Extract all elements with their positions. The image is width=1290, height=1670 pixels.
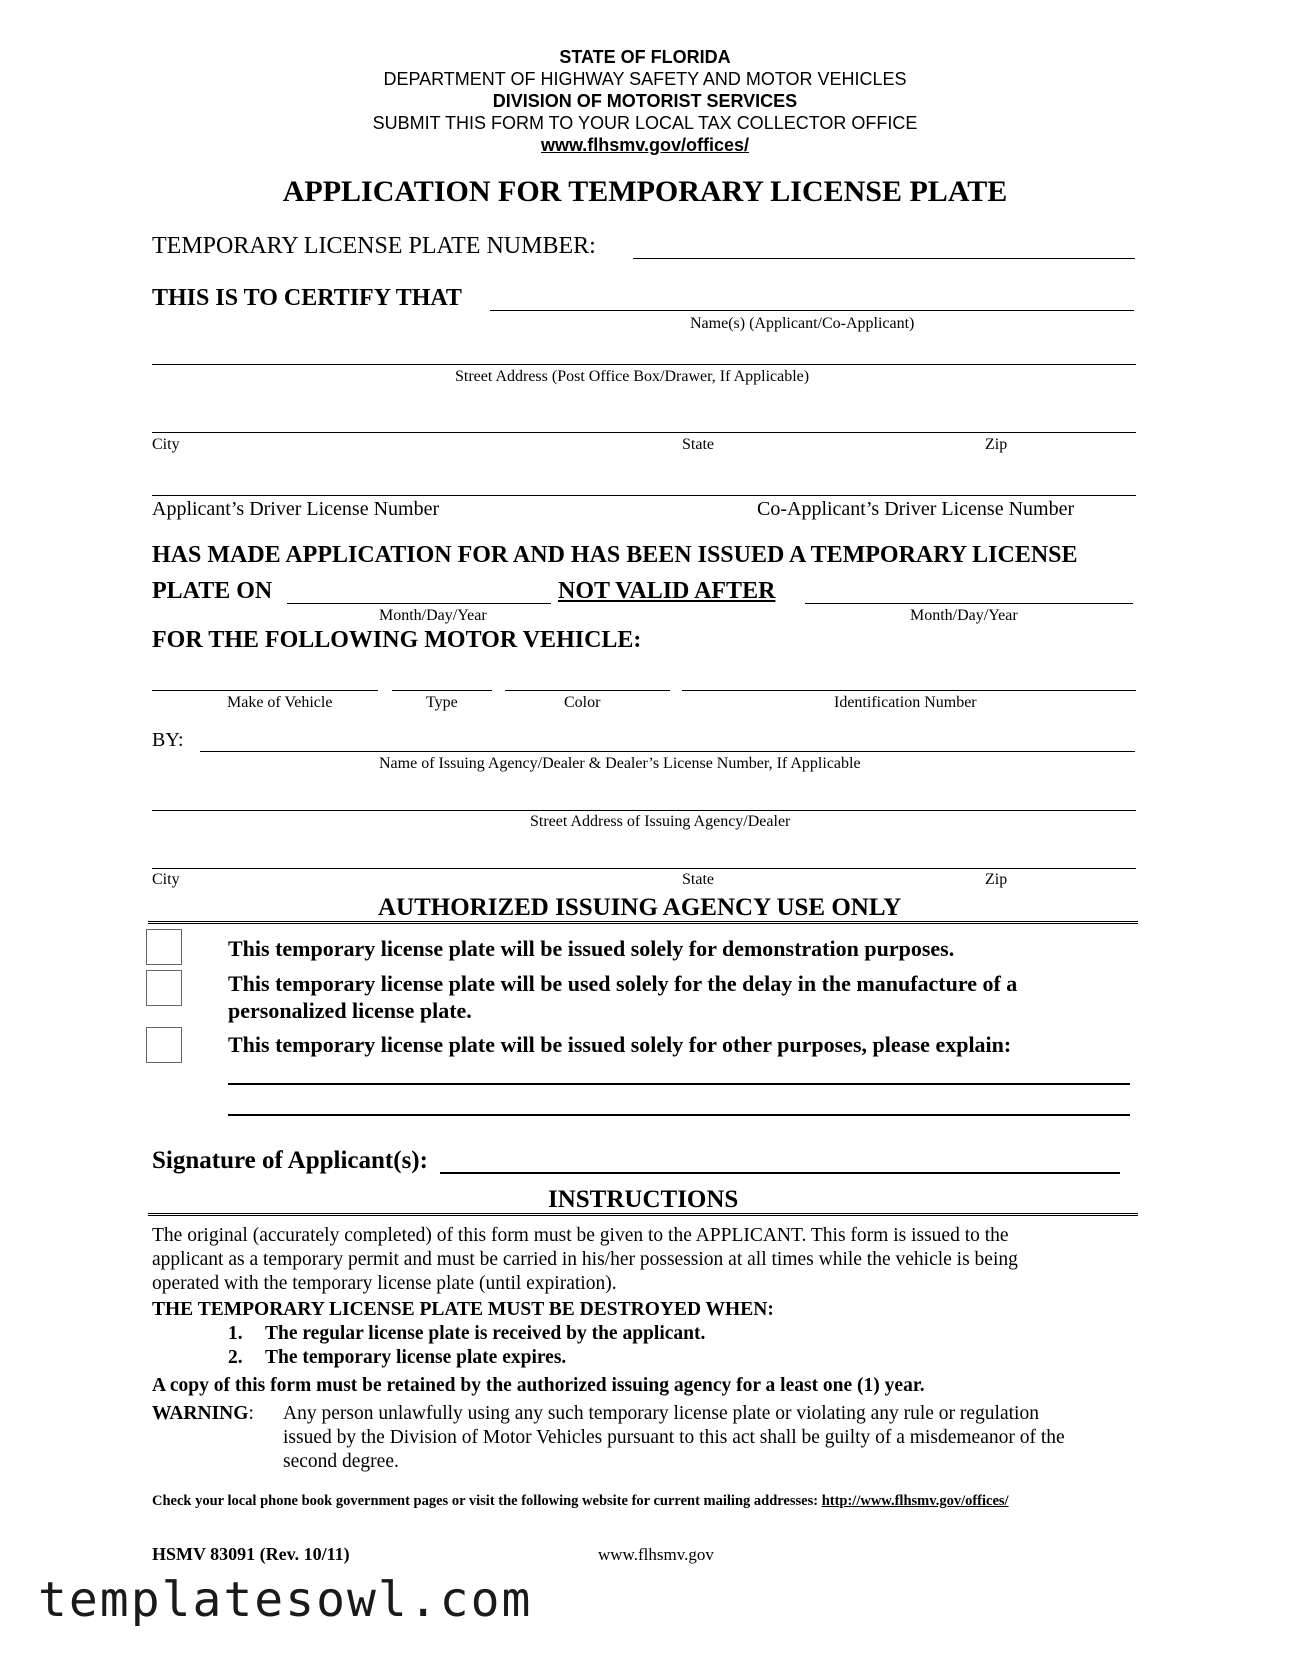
agency-city-state-zip-field[interactable] [152, 868, 1136, 869]
expiration-date-caption: Month/Day/Year [910, 607, 1018, 624]
destroy-item-2-number: 2. [228, 1347, 243, 1368]
other-purpose-checkbox[interactable] [146, 1027, 182, 1063]
following-vehicle-label: FOR THE FOLLOWING MOTOR VEHICLE: [152, 627, 642, 653]
certify-label: THIS IS TO CERTIFY THAT [152, 285, 462, 311]
instructions-para-line1: The original (accurately completed) of this form must be given to the APPLICANT. This form is issued to the [152, 1225, 1009, 1246]
warning-line2: issued by the Division of Motor Vehicles pursuant to this act shall be guilty of a misdemeanor of the [283, 1427, 1065, 1448]
not-valid-after-label: NOT VALID AFTER [558, 578, 776, 604]
street-address-field[interactable] [152, 364, 1136, 365]
city-state-zip-field[interactable] [152, 432, 1136, 433]
signature-label: Signature of Applicant(s): [152, 1147, 428, 1174]
vin-caption: Identification Number [834, 694, 977, 711]
retain-notice: A copy of this form must be retained by the authorized issuing agency for a least one (1) year. [152, 1375, 925, 1396]
footer-check-label: Check your local phone book government pages or visit the following website for current mailing addresses: [152, 1493, 822, 1509]
issuing-agency-field[interactable] [200, 751, 1135, 752]
form-number: HSMV 83091 (Rev. 10/11) [152, 1544, 350, 1564]
department-heading: DEPARTMENT OF HIGHWAY SAFETY AND MOTOR VEHICLES [383, 69, 907, 89]
expiration-date-field[interactable] [805, 603, 1133, 604]
issue-date-caption: Month/Day/Year [379, 607, 487, 624]
names-caption: Name(s) (Applicant/Co-Applicant) [690, 315, 915, 332]
instructions-para-line3: operated with the temporary license plate (until expiration). [152, 1273, 617, 1294]
warning-line3: second degree. [283, 1451, 399, 1472]
delay-option-label-line1: This temporary license plate will be used solely for the delay in the manufacture of a [228, 971, 1018, 996]
state-heading: STATE OF FLORIDA [559, 47, 731, 67]
division-heading: DIVISION OF MOTORIST SERVICES [492, 91, 798, 111]
issue-date-field[interactable] [287, 603, 551, 604]
destroy-item-2: The temporary license plate expires. [265, 1347, 567, 1368]
agency-zip-caption: Zip [985, 871, 1008, 888]
names-field[interactable] [490, 310, 1134, 311]
color-field[interactable] [505, 690, 670, 691]
form-title: APPLICATION FOR TEMPORARY LICENSE PLATE [282, 175, 1008, 208]
footer-offices-link[interactable]: http://www.flhsmv.gov/offices/ [821, 1493, 1009, 1509]
submit-instruction: SUBMIT THIS FORM TO YOUR LOCAL TAX COLLECTOR OFFICE [372, 113, 918, 133]
demonstration-checkbox[interactable] [146, 929, 182, 965]
offices-link[interactable]: www.flhsmv.gov/offices/ [540, 135, 750, 155]
by-label: BY: [152, 729, 184, 751]
plate-on-label: PLATE ON [152, 578, 273, 604]
destroy-item-1: The regular license plate is received by the applicant. [265, 1323, 706, 1344]
other-purpose-label: This temporary license plate will be issued solely for other purposes, please explain: [228, 1032, 1012, 1057]
delay-checkbox[interactable] [146, 970, 182, 1006]
driver-license-field[interactable] [152, 495, 1136, 496]
zip-caption: Zip [985, 436, 1008, 453]
agency-street-field[interactable] [152, 810, 1136, 811]
demonstration-option-label: This temporary license plate will be issued solely for demonstration purposes. [228, 936, 955, 961]
agency-city-caption: City [152, 871, 180, 888]
delay-option-label-line2: personalized license plate. [228, 998, 472, 1023]
agency-street-caption: Street Address of Issuing Agency/Dealer [530, 813, 791, 830]
instructions-divider [148, 1213, 1138, 1216]
color-caption: Color [564, 694, 601, 711]
state-caption: State [682, 436, 714, 453]
agency-use-title: AUTHORIZED ISSUING AGENCY USE ONLY [378, 894, 902, 921]
type-caption: Type [426, 694, 458, 711]
plate-number-field[interactable] [633, 258, 1135, 259]
footer-check-text [152, 1493, 1009, 1510]
agency-state-caption: State [682, 871, 714, 888]
vin-field[interactable] [682, 690, 1136, 691]
signature-field[interactable] [440, 1172, 1120, 1174]
agency-use-divider [148, 921, 1138, 924]
watermark-text: templatesowl.com [38, 1572, 533, 1628]
street-address-caption: Street Address (Post Office Box/Drawer, If Applicable) [455, 368, 810, 385]
coapplicant-dl-caption: Co-Applicant’s Driver License Number [757, 498, 1075, 520]
warning-colon: : [248, 1403, 254, 1424]
plate-number-label: TEMPORARY LICENSE PLATE NUMBER: [152, 233, 596, 259]
issuing-agency-caption: Name of Issuing Agency/Dealer & Dealer’s License Number, If Applicable [379, 755, 861, 772]
explanation-line-1[interactable] [228, 1083, 1130, 1085]
footer-website: www.flhsmv.gov [598, 1545, 714, 1564]
type-field[interactable] [392, 690, 492, 691]
explanation-line-2[interactable] [228, 1114, 1130, 1116]
destroy-item-1-number: 1. [228, 1323, 243, 1344]
make-caption: Make of Vehicle [227, 694, 333, 711]
issued-statement: HAS MADE APPLICATION FOR AND HAS BEEN ISSUED A TEMPORARY LICENSE [152, 542, 1078, 568]
warning-label: WARNING [152, 1403, 249, 1424]
city-caption: City [152, 436, 180, 453]
destroy-title: THE TEMPORARY LICENSE PLATE MUST BE DESTROYED WHEN: [152, 1299, 774, 1320]
warning-line1: Any person unlawfully using any such temporary license plate or violating any rule or regulation [283, 1403, 1039, 1424]
make-field[interactable] [152, 690, 378, 691]
instructions-para-line2: applicant as a temporary permit and must be carried in his/her possession at all times while the vehicle is being [152, 1249, 1018, 1270]
applicant-dl-caption: Applicant’s Driver License Number [152, 498, 440, 520]
instructions-title: INSTRUCTIONS [548, 1186, 739, 1213]
